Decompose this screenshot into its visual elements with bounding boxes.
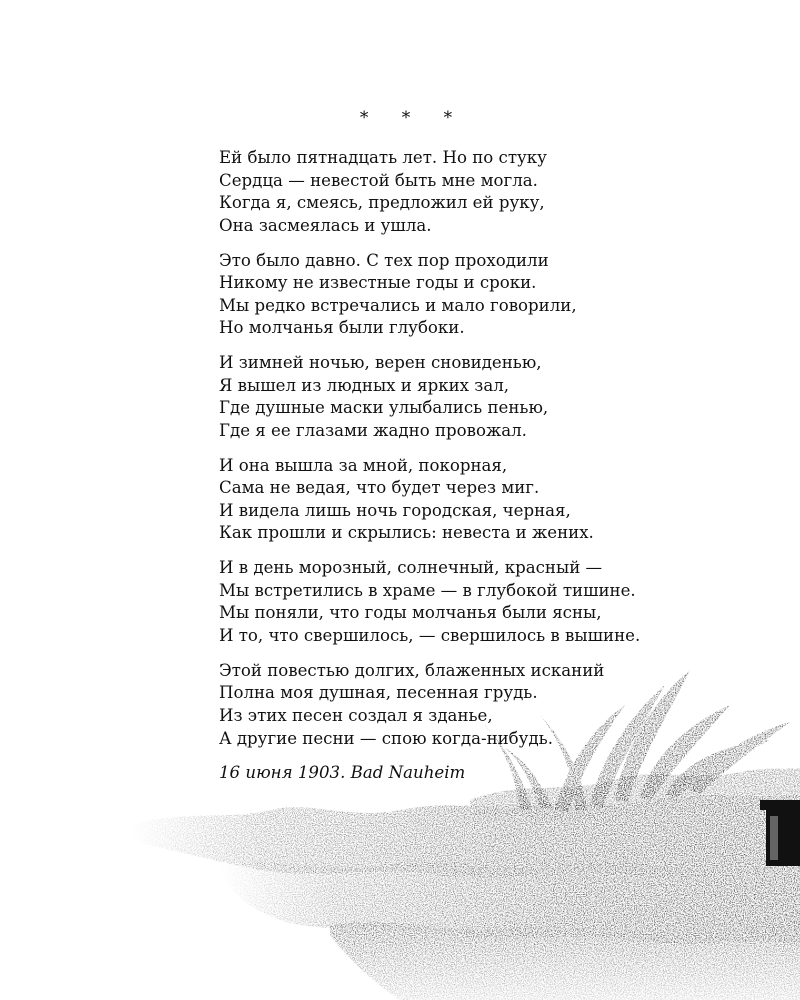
poem-line: Сердца — невестой быть мне могла. (219, 170, 538, 190)
poem-line: Она засмеялась и ушла. (219, 215, 432, 235)
stanza-5 (219, 557, 689, 647)
poem-line: И в день морозный, солнечный, красный — (219, 558, 603, 578)
stanza-4 (219, 455, 689, 545)
poem-line: Ей было пятнадцать лет. Но по стуку (219, 148, 547, 167)
stanza-3 (219, 352, 689, 442)
poem-dateline: 16 июня 1903. Bad Nauheim (219, 763, 466, 783)
poem-line: Из этих песен создал я зданье, (219, 706, 493, 725)
poem-line: Это было давно. С тех пор проходили (219, 250, 549, 270)
poem-line: Этой повестью долгих, блаженных исканий (219, 660, 605, 680)
waves-icon (130, 768, 800, 1000)
poem-line: Как прошли и скрылись: невеста и жених. (219, 523, 594, 543)
poem-line: Где душные маски улыбались пенью, (219, 398, 549, 418)
poem-line: Мы поняли, что годы молчанья были ясны, (219, 603, 602, 623)
poem-line: Мы встретились в храме — в глубокой тишине. (219, 580, 636, 600)
stanza-2 (219, 250, 689, 340)
section-ornament: * * * (359, 108, 467, 128)
poem-line: Полна моя душная, песенная грудь. (219, 683, 538, 703)
poem-line: И она вышла за мной, покорная, (219, 455, 508, 475)
poem-line: Когда я, смеясь, предложил ей руку, (219, 193, 545, 213)
poem-line: Где я ее глазами жадно провожал. (219, 420, 527, 440)
poem-line: Но молчанья были глубоки. (219, 318, 465, 338)
stanza-1 (219, 147, 689, 237)
poem-line: И видела лишь ночь городская, черная, (219, 500, 571, 520)
poem-line: Никому не известные годы и сроки. (219, 273, 537, 293)
stanza-6 (219, 660, 689, 750)
poem-line: Мы редко встречались и мало говорили, (219, 295, 577, 315)
post-icon (760, 800, 800, 866)
poem (219, 147, 689, 785)
poem-line: Сама не ведая, что будет через миг. (219, 478, 540, 498)
poem-line: И зимней ночью, верен сновиденью, (219, 353, 542, 373)
poem-line: И то, что свершилось, — свершилось в вышине. (219, 626, 641, 646)
poem-line: А другие песни — спою когда-нибудь. (219, 728, 553, 748)
poem-line: Я вышел из людных и ярких зал, (219, 375, 510, 395)
